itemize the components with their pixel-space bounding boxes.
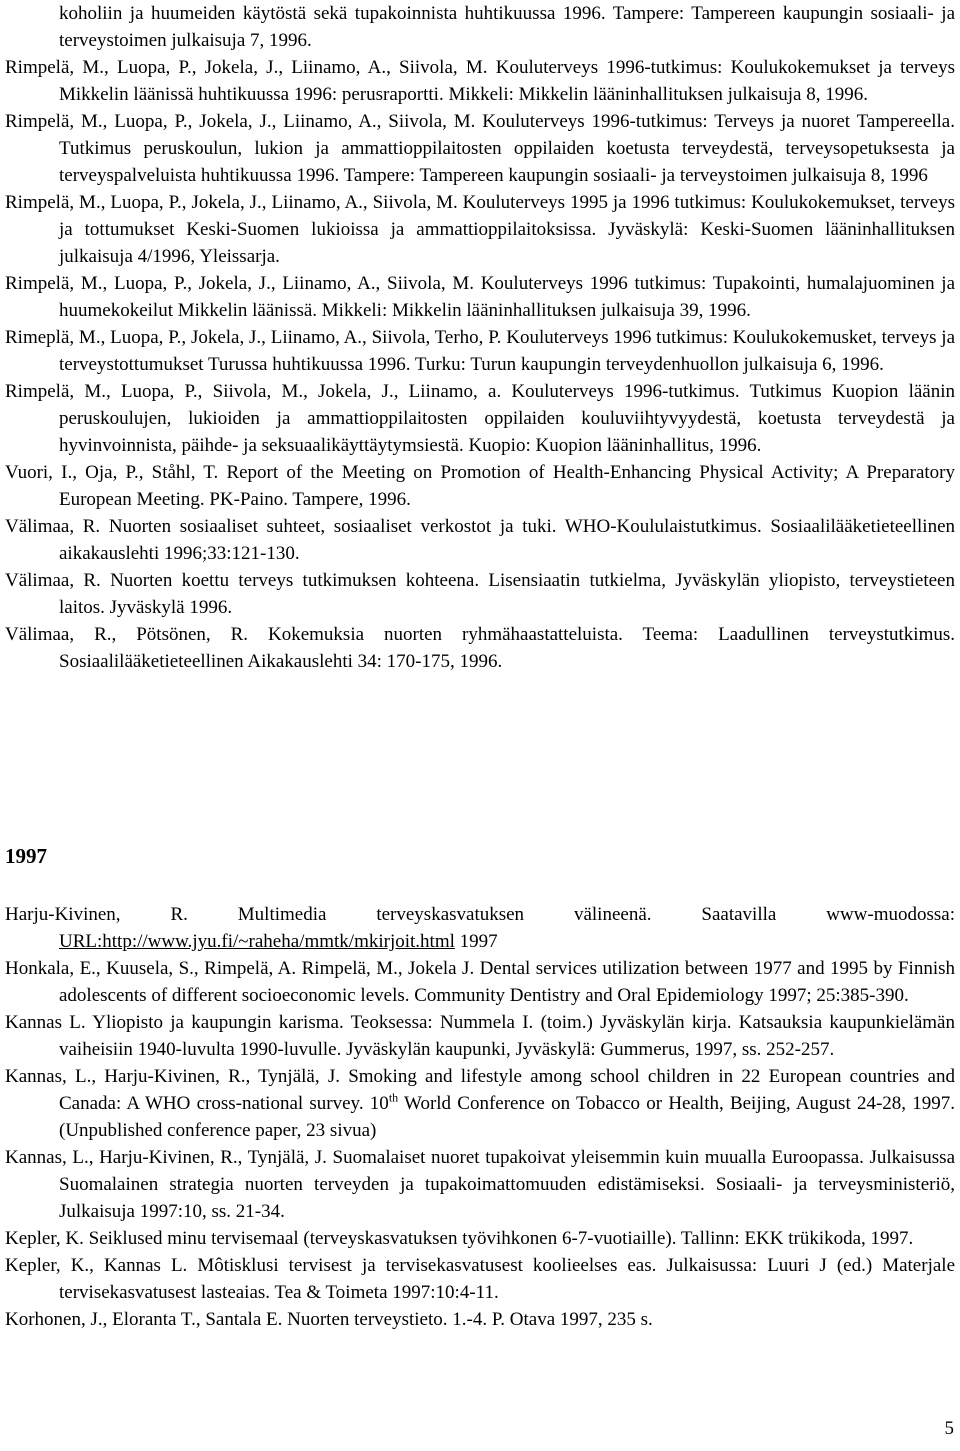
reference-entry: koholiin ja huumeiden käytöstä sekä tupakoinnista huhtikuussa 1996. Tampere: Tampereen kaupungin sosiaali- ja terveystoimen julkaisuja 7, 1996. (59, 3, 955, 51)
reference-entry: Rimpelä, M., Luopa, P., Jokela, J., Liinamo, A., Siivola, M. Kouluterveys 1995 ja 1996 tutkimus: Koulukokemukset, terveys ja tottumukset Keski-Suomen lukioissa ja ammattioppilaitoksissa. Jyväskylä: Keski-Suomen lääninhallituksen julkaisuja 4/1996, Yleissarja. (5, 192, 955, 267)
reference-entry: Välimaa, R. Nuorten koettu terveys tutkimuksen kohteena. Lisensiaatin tutkielma, Jyväskylän yliopisto, terveystieteen laitos. Jyväskylä 1996. (5, 570, 955, 618)
reference-text: 1997 (454, 931, 498, 952)
page-number: 5 (944, 1418, 954, 1439)
reference-text: World Conference on Tobacco or Health, Beijing, August 24-28 (398, 1093, 902, 1114)
reference-text: , 1997. (Unpublished conference paper, 23 sivua) (59, 1093, 956, 1141)
reference-entry: Rimeplä, M., Luopa, P., Jokela, J., Liinamo, A., Siivola, Terho, P. Kouluterveys 1996 tutkimus: Koulukokemusket, terveys ja terveystottumukset Turussa huhtikuussa 1996. Turku: Turun kaupungin terveydenhuollon julkaisuja 6, 1996. (5, 327, 955, 375)
reference-list-1996 (5, 0, 955, 675)
reference-url-link[interactable]: URL:http://www.jyu.fi/~raheha/mmtk/mkirjoit.html (59, 931, 455, 952)
ordinal-superscript: th (388, 1090, 399, 1105)
reference-entry: Vuori, I., Oja, P., Ståhl, T. Report of the Meeting on Promotion of Health-Enhancing Physical Activity; A Preparatory European Meeting. PK-Paino. Tampere, 1996. (5, 462, 955, 510)
reference-entry: Korhonen, J., Eloranta T., Santala E. Nuorten terveystieto. 1.-4. P. Otava 1997, 235 s. (5, 1309, 653, 1330)
reference-entry: Honkala, E., Kuusela, S., Rimpelä, A. Rimpelä, M., Jokela J. Dental services utilization between 1977 and 1995 by Finnish adolescents of different socioeconomic levels. Community Dentistry and Oral Epidemiology 1997; 25:385-390. (5, 958, 955, 1006)
year-heading: 1997 (5, 844, 47, 868)
reference-text: Harju-Kivinen, R. Multimedia terveyskasvatuksen välineenä. Saatavilla www-muodossa: (5, 904, 955, 925)
reference-text: Kannas, L., Harju-Kivinen, R., Tynjälä, J. Smoking and lifestyle among school children in 22 European countries and Canada: A WHO cross-national survey. 10 (5, 1066, 955, 1114)
reference-entry: Välimaa, R. Nuorten sosiaaliset suhteet, sosiaaliset verkostot ja tuki. WHO-Koululaistutkimus. Sosiaalilääketieteellinen aikakauslehti 1996;33:121-130. (5, 516, 955, 564)
reference-entry: Välimaa, R., Pötsönen, R. Kokemuksia nuorten ryhmähaastatteluista. Teema: Laadullinen terveystutkimus. Sosiaalilääketieteellinen Aikakauslehti 34: 170-175, 1996. (5, 624, 955, 672)
reference-entry: Rimpelä, M., Luopa, P., Jokela, J., Liinamo, A., Siivola, M. Kouluterveys 1996-tutkimus: Koulukokemukset ja terveys Mikkelin läänissä huhtikuussa 1996: perusraportti. Mikkeli: Mikkelin lääninhallituksen julkaisuja 8, 1996. (5, 57, 955, 105)
reference-entry (5, 901, 955, 955)
reference-entry: Rimpelä, M., Luopa, P., Siivola, M., Jokela, J., Liinamo, a. Kouluterveys 1996-tutkimus. Tutkimus Kuopion läänin peruskoulujen, lukioiden ja ammattioppilaitosten oppilaiden kouluviihtyvyydestä, koetusta terveydestä ja hyvinvoinnista, päihde- ja seksuaalikäyttäytymsiestä. Kuopio: Kuopion lääninhallitus, 1996. (5, 381, 955, 456)
reference-entry: Kannas, L., Harju-Kivinen, R., Tynjälä, J. Suomalaiset nuoret tupakoivat yleisemmin kuin muualla Euroopassa. Julkaisussa Suomalainen strategia nuorten terveyden ja tupakoimattomuuden edistämiseksi. Sosiaali- ja terveysministeriö, Julkaisuja 1997:10, ss. 21-34. (5, 1147, 955, 1222)
reference-entry: Kepler, K., Kannas L. Môtisklusi tervisest ja tervisekasvatusest koolieelses eas. Julkaisussa: Luuri J (ed.) Materjale tervisekasvatusest lasteaias. Tea & Toimeta 1997:10:4-11. (5, 1255, 955, 1303)
reference-list-1997 (5, 901, 955, 1333)
reference-entry (5, 1063, 955, 1144)
reference-entry: Rimpelä, M., Luopa, P., Jokela, J., Liinamo, A., Siivola, M. Kouluterveys 1996-tutkimus: Terveys ja nuoret Tampereella. Tutkimus peruskoulun, lukion ja ammattioppilaitosten oppilaiden koetusta terveydestä, terveysopetuksesta ja terveyspalveluista huhtikuussa 1996. Tampere: Tampereen kaupungin sosiaali- ja terveystoimen julkaisuja 8, 1996 (5, 111, 955, 186)
reference-entry: Kannas L. Yliopisto ja kaupungin karisma. Teoksessa: Nummela I. (toim.) Jyväskylän kirja. Katsauksia kaupunkielämän vaiheisiin 1940-luvulta 1990-luvulle. Jyväskylän kaupunki, Jyväskylä: Gummerus, 1997, ss. 252-257. (5, 1012, 955, 1060)
reference-entry: Rimpelä, M., Luopa, P., Jokela, J., Liinamo, A., Siivola, M. Kouluterveys 1996 tutkimus: Tupakointi, humalajuominen ja huumekokeilut Mikkelin läänissä. Mikkeli: Mikkelin lääninhallituksen julkaisuja 39, 1996. (5, 273, 955, 321)
reference-entry: Kepler, K. Seiklused minu tervisemaal (terveyskasvatuksen työvihkonen 6-7-vuotiaille). Tallinn: EKK trükikoda, 1997. (5, 1228, 914, 1249)
